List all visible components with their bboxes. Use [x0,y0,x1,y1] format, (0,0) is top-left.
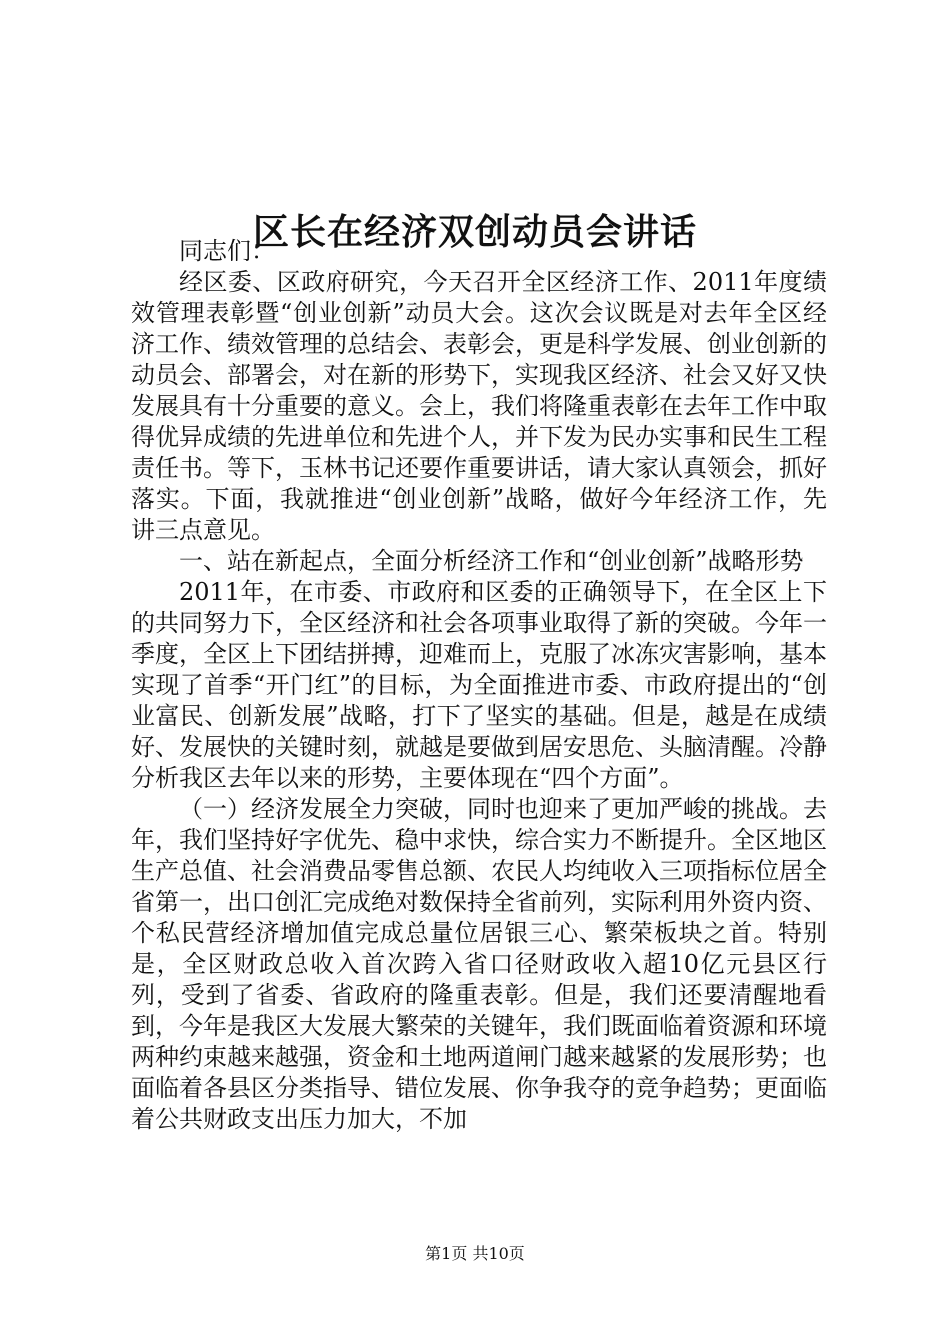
body-paragraph: （一）经济发展全力突破，同时也迎来了更加严峻的挑战。去年，我们坚持好字优先、稳中求快，综合实力不断提升。全区地区生产总值、社会消费品零售总额、农民人均纯收入三项指标位居全省第一，出口创汇完成绝对数保持全省前列，实际利用外资内资、个私民营经济增加值完成总量位居银三心、繁荣板块之首。特别是，全区财政总收入首次跨入省口径财政收入超10亿元县区行列，受到了省委、省政府的隆重表彰。但是，我们还要清醒地看到，今年是我区大发展大繁荣的关键年，我们既面临着资源和环境两种约束越来越强，资金和土地两道闸门越来越紧的发展形势；也面临着各县区分类指导、错位发展、你争我夺的竞争趋势；更面临着公共财政支出压力加大，不加 [131,795,827,1133]
document-title: 区长在经济双创动员会讲话 [252,211,697,254]
document-body [131,236,827,1135]
intro-paragraph: 经区委、区政府研究，今天召开全区经济工作、2011年度绩效管理表彰暨“创业创新”动员大会。这次会议既是对去年全区经济工作、绩效管理的总结会、表彰会，更是科学发展、创业创新的动员会、部署会，对在新的形势下，实现我区经济、社会又好又快发展具有十分重要的意义。会上，我们将隆重表彰在去年工作中取得优异成绩的先进单位和先进个人，并下发为民办实事和民生工程责任书。等下，玉林书记还要作重要讲话，请大家认真领会，抓好落实。下面，我就推进“创业创新”战略，做好今年经济工作，先讲三点意见。 [131,268,827,544]
body-paragraph: 2011年，在市委、市政府和区委的正确领导下，在全区上下的共同努力下，全区经济和社会各项事业取得了新的突破。今年一季度，全区上下团结拼搏，迎难而上，克服了冰冻灾害影响，基本实现了首季“开门红”的目标，为全面推进市委、市政府提出的“创业富民、创新发展”战略，打下了坚实的基础。但是，越是在成绩好、发展快的关键时刻，就越是要做到居安思危、头脑清醒。冷静分析我区去年以来的形势，主要体现在“四个方面”。 [131,578,827,792]
page-footer: 第1页 共10页 [425,1244,525,1263]
section-heading-1: 一、站在新起点，全面分析经济工作和“创业创新”战略形势 [179,547,804,575]
salutation-paragraph: 同志们： [179,237,275,265]
